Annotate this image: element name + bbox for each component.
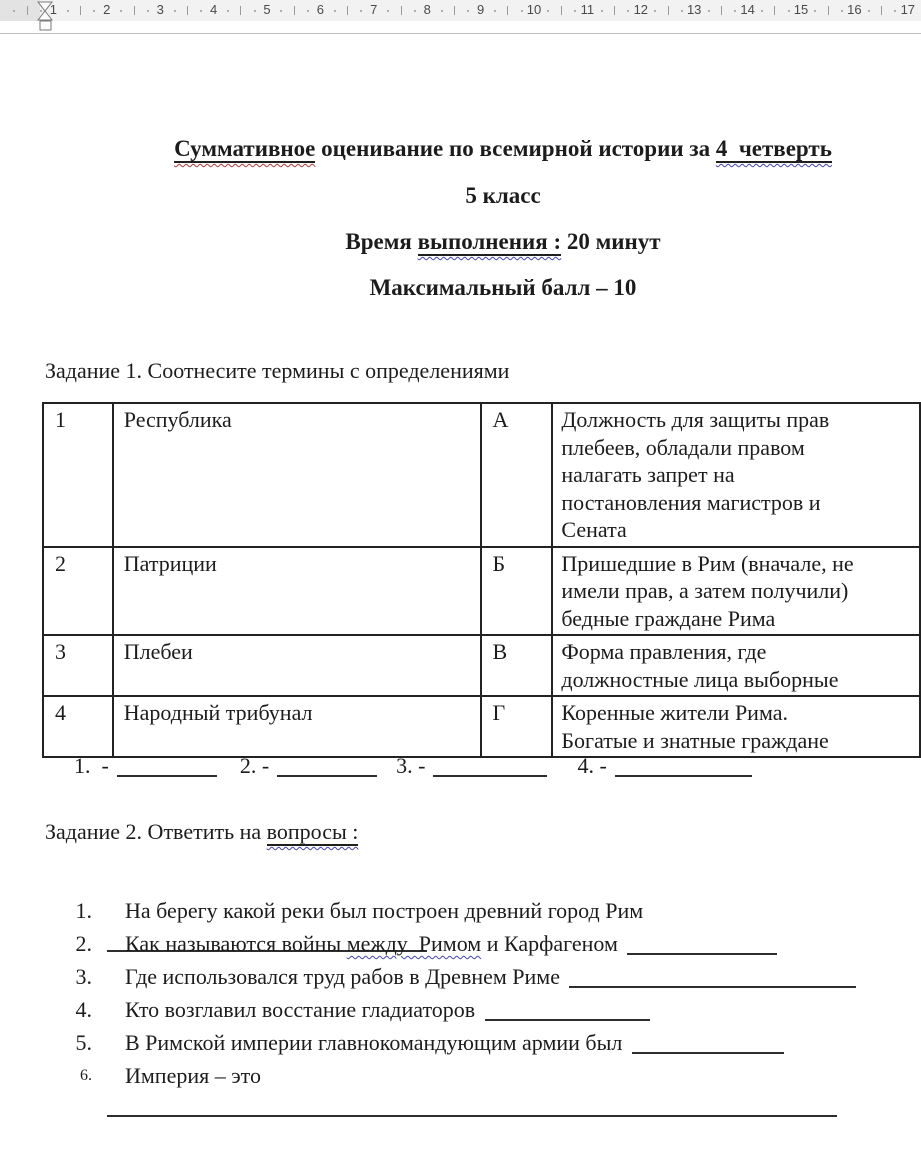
- question-item: [0, 965, 921, 1022]
- answer-blank: [117, 759, 217, 777]
- task2-heading-marked: вопросы :: [266, 819, 359, 844]
- ruler-half-tick: [774, 6, 775, 15]
- left-indent-marker[interactable]: [40, 21, 51, 30]
- table-row: [43, 403, 920, 547]
- term-cell: Республика: [113, 403, 481, 547]
- ruler-number: 4: [209, 2, 218, 17]
- ruler-quarter-tick: [708, 10, 710, 12]
- ruler-half-tick: [80, 6, 81, 15]
- ruler-half-tick: [507, 6, 508, 15]
- definition-cell: Пришедшие в Рим (вначале, не имели прав, а затем получили) бедные граждане Рима: [552, 547, 920, 636]
- answer-blank: [433, 759, 547, 777]
- ruler-quarter-tick: [494, 10, 496, 12]
- time-line-pre: Время: [345, 229, 418, 254]
- answer-slot: [396, 751, 547, 781]
- ruler-number: 16: [847, 2, 862, 17]
- question-text: Как называются войны: [125, 931, 347, 956]
- answer-slot: [577, 751, 751, 781]
- title-middle-text: оценивание по всемирной истории за: [315, 136, 716, 161]
- ruler-bottom-divider: [0, 33, 921, 34]
- table-row: [43, 696, 920, 757]
- ruler-half-tick: [347, 6, 348, 15]
- question-number: 6.: [80, 1067, 92, 1084]
- ruler-strip: [0, 0, 921, 21]
- ruler-quarter-tick: [174, 10, 176, 12]
- ruler-number: 7: [370, 2, 378, 17]
- ruler-half-tick: [881, 6, 882, 15]
- task1-answers-line: [74, 751, 752, 781]
- question-text: На берегу какой реки был построен древний город Рим: [125, 898, 649, 923]
- letter-cell: А: [481, 403, 553, 547]
- grade-line: 5 класс: [465, 183, 541, 208]
- ruler-half-tick: [561, 6, 562, 15]
- ruler-half-tick: [668, 6, 669, 15]
- ruler-number: 8: [423, 2, 431, 17]
- answer-label: 4. -: [577, 753, 607, 778]
- question-item: [0, 1031, 921, 1088]
- ruler-quarter-tick: [788, 10, 790, 12]
- ruler-number: 11: [580, 2, 595, 17]
- hanging-indent-marker[interactable]: [38, 11, 52, 20]
- question-text-misspelled: между Римом: [346, 931, 482, 956]
- ruler-number: 9: [476, 2, 485, 17]
- ruler-half-tick: [614, 6, 615, 15]
- ruler-half-tick: [454, 6, 455, 15]
- ruler-half-tick: [134, 6, 135, 15]
- question-item: [0, 866, 921, 923]
- ruler-number: 1: [49, 2, 57, 17]
- ruler-number: 5: [263, 2, 271, 17]
- row-number: 4: [43, 696, 113, 757]
- ruler-half-tick: [721, 6, 722, 15]
- letter-cell: В: [481, 635, 553, 696]
- question-number: 4.: [75, 997, 92, 1022]
- task1-heading: Задание 1. Соотнесите термины с определениями: [45, 358, 510, 383]
- ruler-left-margin: [0, 0, 40, 21]
- row-number: 1: [43, 403, 113, 547]
- ruler-number: 6: [316, 2, 324, 17]
- ruler-number: 13: [686, 2, 702, 17]
- answer-label: 3. -: [396, 753, 426, 778]
- ruler-quarter-tick: [601, 10, 603, 12]
- definition-cell: Форма правления, где должностные лица выборные: [552, 635, 920, 696]
- ruler-quarter-tick: [441, 10, 443, 12]
- ruler-quarter-tick: [681, 10, 683, 12]
- question-text: и Карфагеном: [481, 931, 624, 956]
- task2-heading: [45, 818, 358, 846]
- ruler-quarter-tick: [868, 10, 870, 12]
- ruler-number: 15: [793, 2, 809, 17]
- answer-blank: [277, 759, 377, 777]
- table-row: [43, 547, 920, 636]
- first-line-indent-marker[interactable]: [38, 2, 52, 11]
- term-cell: Плебеи: [113, 635, 481, 696]
- question-item: [0, 998, 921, 1055]
- ruler-number: 12: [633, 2, 649, 17]
- ruler-number: 10: [526, 2, 542, 17]
- table-row: [43, 635, 920, 696]
- answer-slot: [240, 751, 377, 781]
- answer-slot: [74, 751, 217, 781]
- title-word-misspelled: Суммативное: [174, 136, 316, 161]
- max-score-line: Максимальный балл – 10: [369, 275, 637, 300]
- time-line: [0, 227, 921, 257]
- row-number: 3: [43, 635, 113, 696]
- question-text: Где использовался труд рабов в Древнем Риме: [125, 964, 566, 989]
- ruler-number: 14: [740, 2, 755, 17]
- definition-cell: Должность для защиты прав плебеев, обладали правом налагать запрет на постановления магистров и Сената: [552, 403, 920, 547]
- question-text: В Римской империи главнокомандующим армии был: [125, 1030, 628, 1055]
- ruler-quarter-tick: [414, 10, 416, 12]
- title-quarter-text: 4 четверть: [715, 136, 832, 161]
- ruler-quarter-tick: [67, 10, 69, 12]
- ruler-half-tick: [27, 6, 28, 15]
- question-item: [0, 932, 921, 989]
- ruler-half-tick: [240, 6, 241, 15]
- ruler-quarter-tick: [227, 10, 229, 12]
- task2-heading-pre: Задание 2. Ответить на: [45, 819, 267, 844]
- ruler-number: 17: [900, 2, 916, 17]
- question-text: Империя – это: [125, 1063, 267, 1088]
- ruler-half-tick: [294, 6, 295, 15]
- definition-cell: Коренные жители Рима. Богатые и знатные граждане: [552, 696, 920, 757]
- answer-label: 2. -: [239, 753, 270, 778]
- time-line-post: 20 минут: [561, 229, 661, 254]
- questions-list: [0, 866, 921, 1088]
- ruler-number: 3: [156, 2, 164, 17]
- ruler-quarter-tick: [254, 10, 256, 12]
- question-number: 3.: [75, 964, 92, 989]
- question-text: Кто возглавил восстание гладиаторов: [125, 997, 481, 1022]
- answer-blank: [107, 1099, 837, 1117]
- question-item: [0, 899, 921, 956]
- indent-markers-icon[interactable]: [36, 1, 55, 32]
- row-number: 2: [43, 547, 113, 636]
- matching-table: [42, 402, 921, 758]
- ruler-quarter-tick: [147, 10, 149, 12]
- ruler-quarter-tick: [761, 10, 763, 12]
- ruler-number: 2: [103, 2, 111, 17]
- question-number: 5.: [75, 1030, 92, 1055]
- horizontal-ruler[interactable]: [0, 0, 921, 34]
- answer-label: 1. -: [74, 753, 109, 778]
- term-cell: Народный трибунал: [113, 696, 481, 757]
- answer-blank: [615, 759, 752, 777]
- letter-cell: Б: [481, 547, 553, 636]
- term-cell: Патриции: [113, 547, 481, 636]
- ruler-half-tick: [401, 6, 402, 15]
- ruler-quarter-tick: [334, 10, 336, 12]
- letter-cell: Г: [481, 696, 553, 757]
- ruler-half-tick: [828, 6, 829, 15]
- ruler-half-tick: [187, 6, 188, 15]
- question-number: 1.: [75, 898, 92, 923]
- ruler-quarter-tick: [521, 10, 523, 12]
- question-number: 2.: [75, 931, 92, 956]
- document-title: [0, 134, 921, 164]
- time-line-marked: выполнения :: [417, 229, 562, 254]
